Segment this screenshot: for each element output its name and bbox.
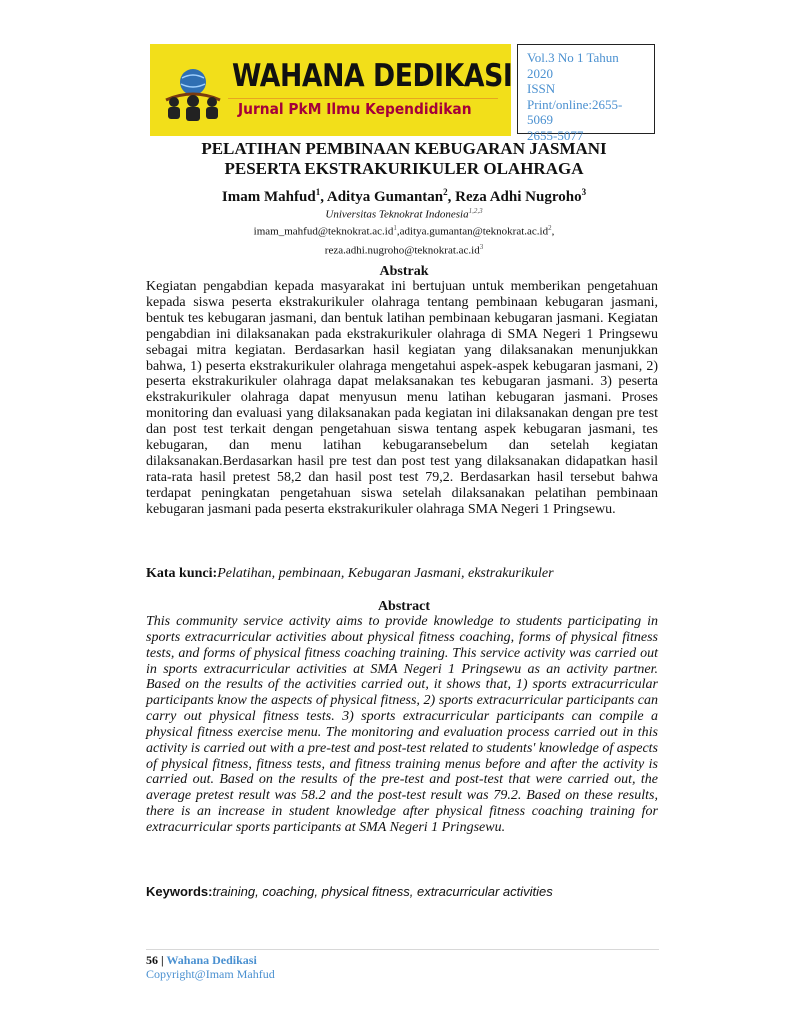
keywords-value: Pelatihan, pembinaan, Kebugaran Jasmani, ekstrakurikuler [217,566,554,581]
abstrak-keywords [146,566,666,582]
affiliation [0,207,808,221]
abstract-keywords [146,884,666,901]
author-sup: 3 [581,187,587,197]
footer-divider [146,949,659,950]
keywords-value: training, coaching, physical fitness, extracurricular activities [212,884,553,899]
author-emails: $imam\_mahfud@teknokrat.ac.id^1,aditya.gumantan@teknokrat.ac.id^2$, $reza.adhi.nugroho@teknokrat.ac.id^3$ [253,224,555,257]
author-list: Imam Mahfud$^1$, Aditya Gumantan$^2$, Reza Adhi Nugroho$^3$ [221,187,587,205]
abstrak-heading: Abstrak [379,264,429,279]
abstrak-body: Kegiatan pengabdian kepada masyarakat ini bertujuan untuk memberikan pengetahuan kepada siswa peserta ekstrakurikuler olahraga tentang pembinaan kebugaran jasmani, bentuk tes kebugaran jasmani, dan bentuk latihan pembinaan kebugaran jasmani. Kegiatan pengabdian ini dilaksanakan pada ekstrakurikuler olahraga di SMA Negeri 1 Pringsewu sebagai mitra kegiatan. Berdasarkan hasil kegiatan yang dilaksanakan menunjukkan bahwa, 1) peserta ekstrakurikuler olahraga mengetahui aspek-aspek kebugaran jasmani, 2) peserta ekstrakurikuler olahraga dapat melaksanakan tes kebugaran jasmani. 3) peserta ekstrakurikuler olahraga dapat menyusun menu latihan kebugaran jasmani. Proses monitoring dan evaluasi yang dilaksanakan pada kegiatan ini dilaksanakan dengan pre test dan post test terkait dengan pengetahuan siswa tentang aspek kebugaran jasmani, tes kebugaran, dan menu latihan kebugaransebelum dan setelah kegiatan dilaksanakan.Berdasarkan hasil pre test dan post test yang dilaksanakan didapatkan hasil rata-rata hasil pretest 58,2 dan hasil post test 79,2. Berdasarkan hasil tersebut bahwa terdapat peningkatan pengetahuan siswa setelah dilaksanakan pelatihan pembinaan kebugaran jasmani pada peserta ekstrakurikuler olahraga SMA Negeri 1 Pringsewu. [146,279,658,517]
author-sup: 2 [443,187,448,197]
info-line: 2020 [527,65,553,81]
abstract-body: This community service activity aims to provide knowledge to students participating in sports extracurricular activities about physical fitness coaching, forms of physical fitness tests, and forms of physical fitness coaching training. This service activity was carried out in sports extracurricular activities at SMA Negeri 1 Pringsewu as an activity partner. Based on the results of the activities carried out, it shows that, 1) sports extracurricular participants know the aspects of physical fitness, 2) sports extracurricular participants can carry out physical fitness tests. 3) sports extracurricular participants can compile a physical fitness exercise menu. The monitoring and evaluation process carried out in this activity is carried out with a pre-test and post-test related to students' knowledge of aspects of physical fitness, fitness tests, and fitness training menus before and after the activity is carried out. Based on the results of the pre-test and post-test that were carried out, the average pretest result was 58.2 and the post-test result was 79.2. Based on these results, there is an increase in student knowledge after physical fitness coaching training for extracurricular sports participants at SMA Negeri 1 Pringsewu. [146,614,658,835]
keywords-label: Kata kunci: [146,566,218,581]
author-name: Imam Mahfud [221,189,316,205]
footer-copyright: Copyright@Imam Mahfud [146,967,275,981]
email: imam_mahfud@teknokrat.ac.id [253,225,394,238]
title-line: PELATIHAN PEMBINAAN KEBUGARAN JASMANI [201,139,607,158]
journal-brand: WAHANA DEDIKASI [232,58,513,94]
author-sup: 1 [315,187,321,197]
issue-info-box [517,44,655,143]
title-line: PESERTA EKSTRAKURIKULER OLAHRAGA [224,159,584,178]
journal-banner [150,44,511,136]
abstract-heading: Abstract [377,599,431,614]
page-footer: 56 | Wahana Dedikasi Copyright@Imam Mahfud [146,953,275,981]
footer-journal-name: Wahana Dedikasi [166,953,257,967]
info-line: Print/online:2655- [527,96,623,112]
keywords-label: Keywords: [146,884,213,899]
email: ,aditya.gumantan@teknokrat.ac.id [396,225,549,238]
email: reza.adhi.nugroho@teknokrat.ac.id [324,244,480,257]
people-globe-logo-icon [162,60,224,122]
info-line: 5069 [527,112,553,127]
info-line: ISSN [527,81,556,96]
article-title [0,139,808,179]
banner-divider [228,98,498,99]
author-name: Reza Adhi Nugroho [455,189,582,205]
info-line: 2655-5077 [527,127,584,143]
info-line: Vol.3 No 1 Tahun [527,50,619,65]
affiliation-text: Universitas Teknokrat Indonesia [325,208,469,221]
page-number: 56 [146,953,158,967]
author-name: Aditya Gumantan [326,189,444,205]
affiliation-sup: 1,2,3 [468,207,483,215]
journal-subtitle: Jurnal PkM Ilmu Kependidikan [238,100,472,118]
